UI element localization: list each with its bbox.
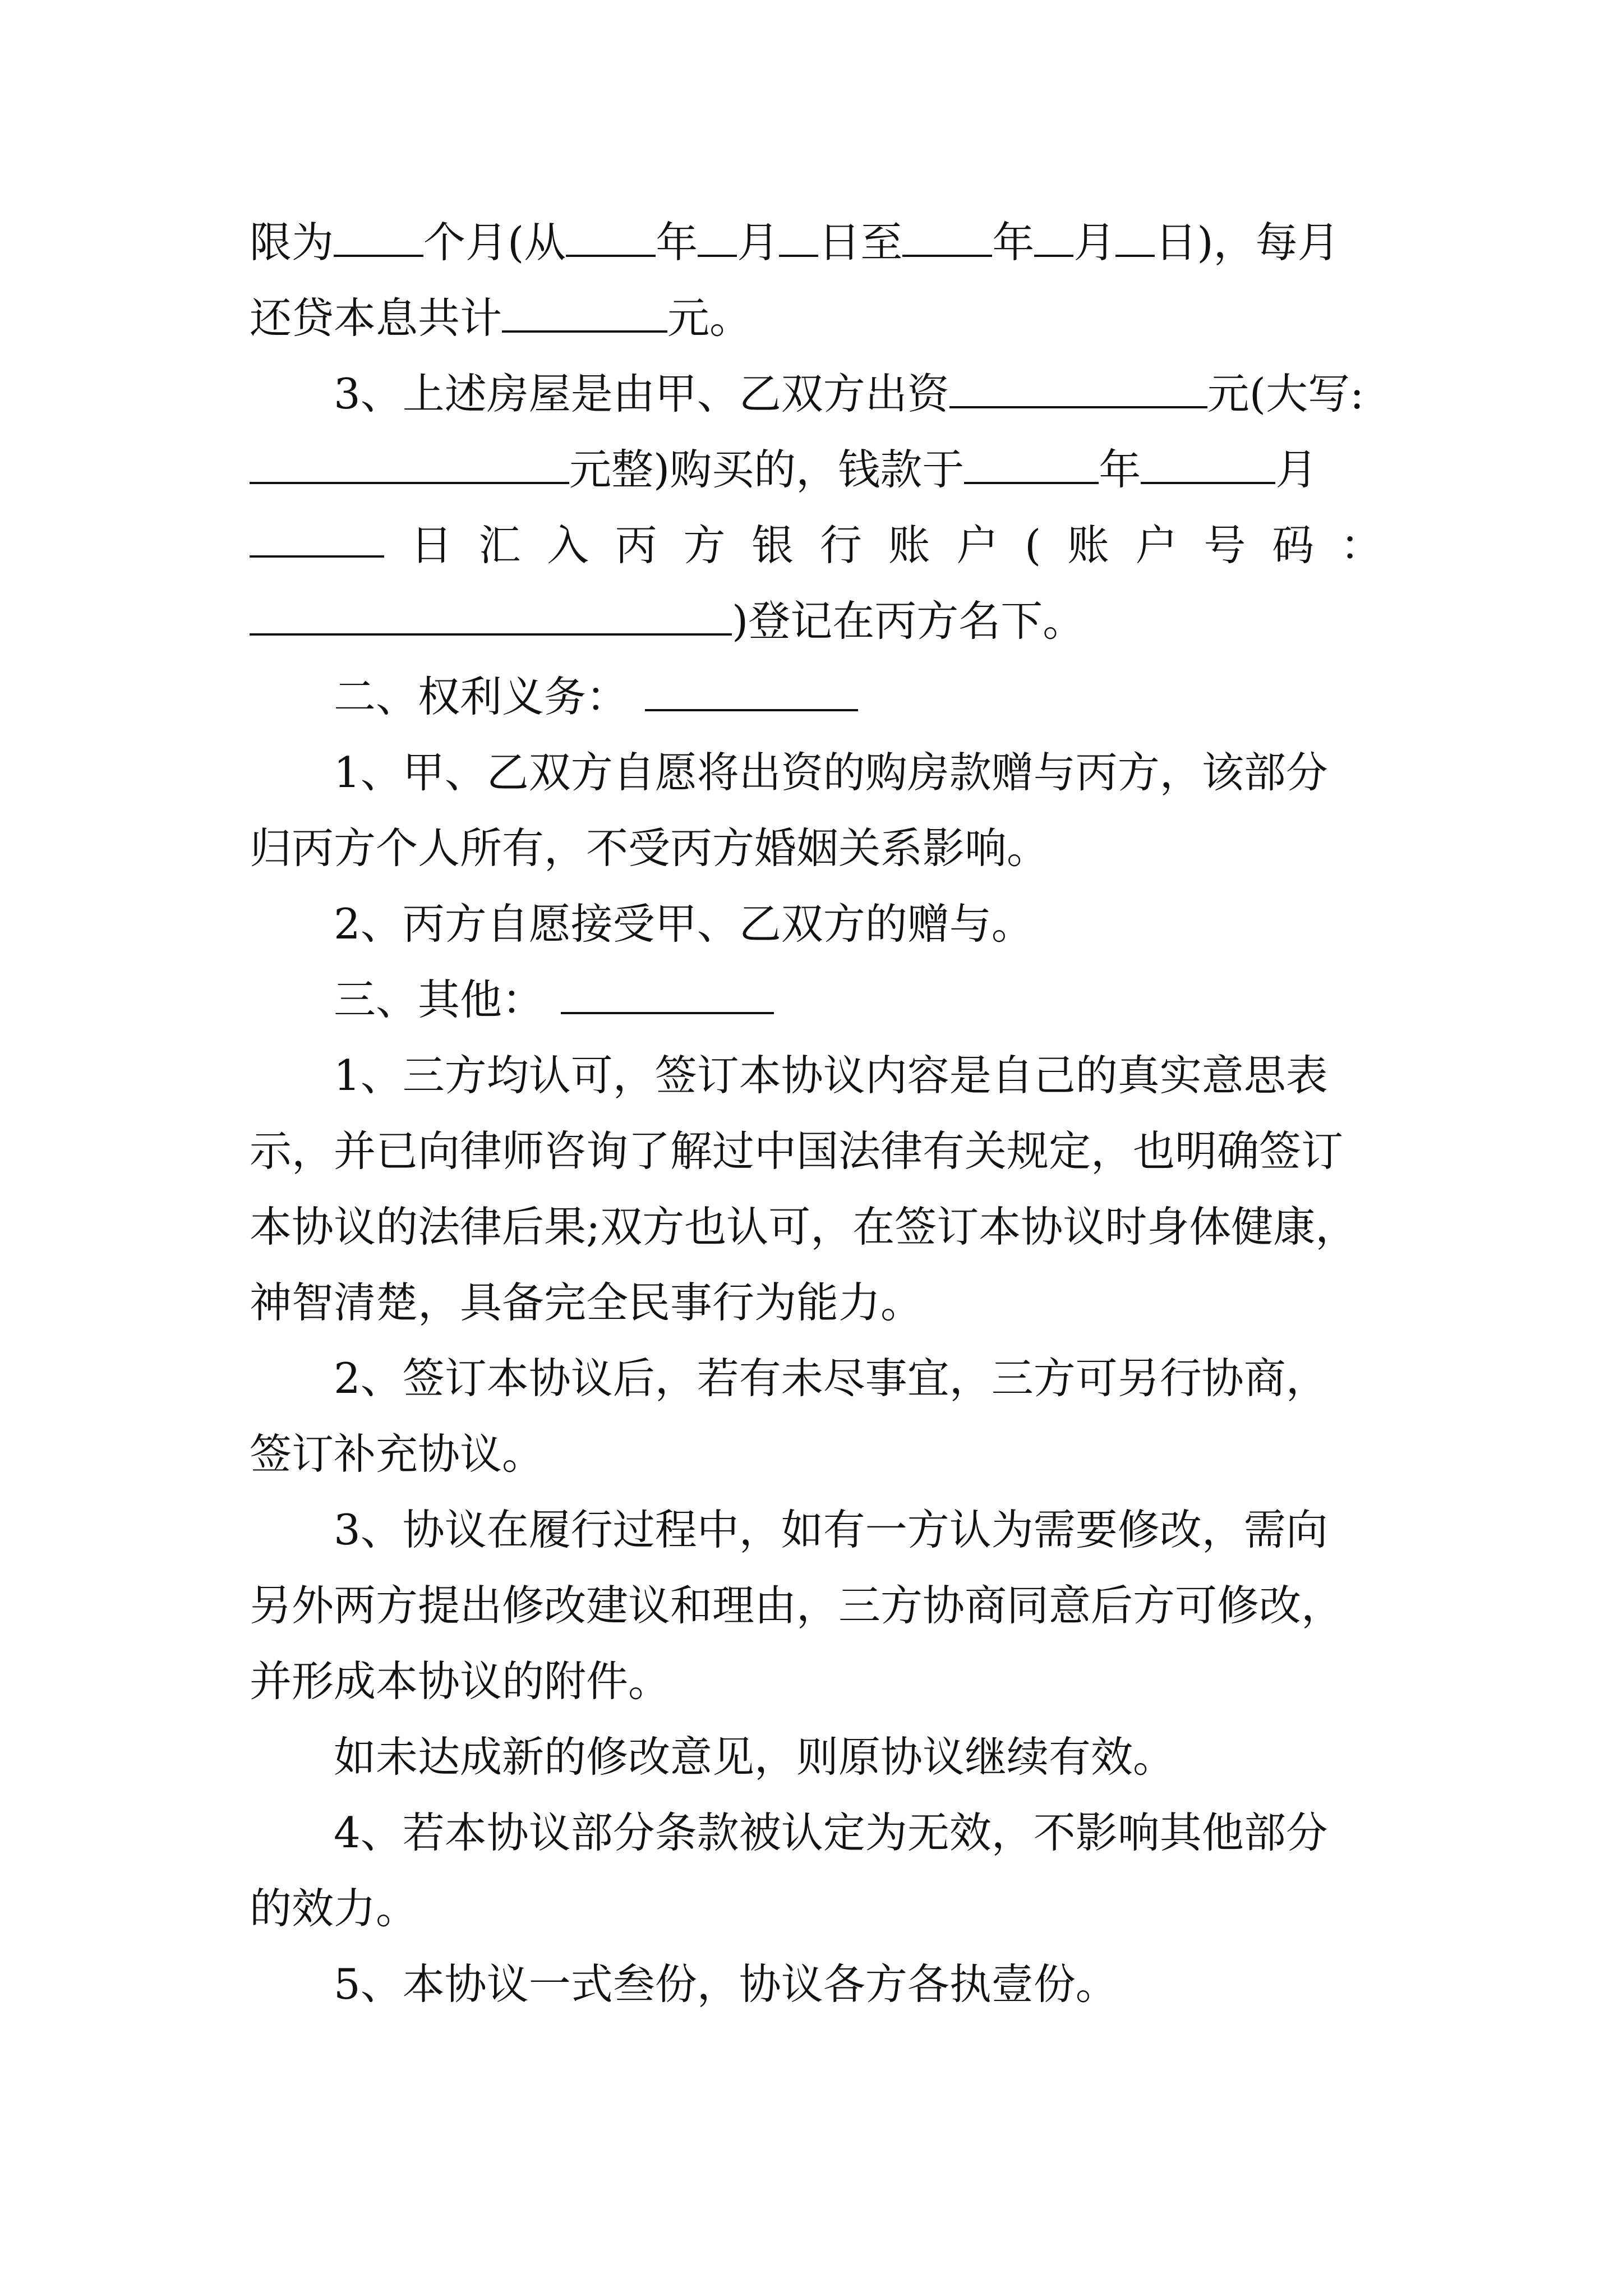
text-segment: 元整)购买的，钱款于 — [569, 445, 965, 494]
blank-field — [334, 217, 423, 257]
char: 方 — [683, 521, 726, 570]
char: 账 — [888, 521, 930, 570]
paragraph-line: 神智清楚，具备完全民事行为能力。 — [250, 1278, 923, 1327]
paragraph-line: 本协议的法律后果;双方也认可，在签订本协议时身体健康， — [250, 1202, 1358, 1251]
text-segment: 年 — [992, 218, 1035, 267]
line-monthly-payment — [250, 290, 751, 346]
blank-field — [561, 974, 774, 1014]
blank-field — [1034, 217, 1073, 257]
char: 入 — [547, 521, 589, 570]
blank-field — [949, 368, 1207, 408]
blank-field — [964, 444, 1099, 484]
line-loan-term — [250, 214, 1340, 270]
text-segment: 年 — [1099, 445, 1141, 494]
paragraph-line: 5、本协议一式叁份，协议各方各执壹份。 — [334, 1959, 1118, 2009]
line-clause-3 — [334, 366, 1364, 422]
text-segment: 限为 — [250, 218, 334, 267]
blank-field — [566, 217, 656, 257]
char: 户 — [956, 521, 999, 570]
char: 银 — [751, 521, 794, 570]
text-segment: 个月(从 — [423, 218, 566, 267]
text-segment: 元(大写: — [1207, 369, 1364, 418]
blank-field — [250, 517, 384, 558]
paragraph-line: 示，并已向律师咨询了解过中国法律有关规定，也明确签订 — [250, 1126, 1344, 1176]
paragraph-line: 3、协议在履行过程中，如有一方认为需要修改，需向 — [334, 1505, 1328, 1554]
char: 汇 — [478, 521, 521, 570]
text-segment: 元。 — [667, 293, 752, 343]
char: 号 — [1204, 521, 1246, 570]
text-segment: 月 — [1073, 218, 1116, 267]
paragraph-line: 的效力。 — [250, 1884, 418, 1933]
paragraph-line: 4、若本协议部分条款被认定为无效，不影响其他部分 — [334, 1808, 1328, 1857]
section-heading-other — [334, 972, 774, 1028]
text-segment: 二、权利义务： — [334, 672, 629, 721]
blank-field — [902, 217, 992, 257]
line-amount-written — [250, 441, 1317, 498]
text-segment: 还贷本息共计 — [250, 293, 502, 343]
char: 账 — [1067, 521, 1109, 570]
paragraph-line: 签订补充协议。 — [250, 1429, 545, 1479]
char: 行 — [819, 521, 862, 570]
section-heading-rights — [334, 669, 858, 725]
char: ( — [1025, 521, 1041, 570]
text-segment: 日至 — [818, 218, 903, 267]
text-segment: 3、上述房屋是由甲、乙双方出资 — [334, 369, 949, 418]
text-segment: 月 — [1275, 445, 1318, 494]
blank-field — [250, 444, 569, 484]
line-registration — [250, 593, 1085, 649]
paragraph-line: 另外两方提出修改建议和理由，三方协商同意后方可修改， — [250, 1581, 1344, 1630]
text-segment: 年 — [656, 218, 698, 267]
paragraph-line: 1、三方均认可，签订本协议内容是自己的真实意思表 — [334, 1051, 1328, 1100]
blank-field — [645, 671, 858, 711]
paragraph-line: 并形成本协议的附件。 — [250, 1657, 671, 1706]
paragraph-line: 1、甲、乙双方自愿将出资的购房款赠与丙方，该部分 — [334, 748, 1328, 797]
paragraph-line: 2、签订本协议后，若有未尽事宜，三方可另行协商， — [334, 1354, 1328, 1403]
blank-field — [1115, 217, 1155, 257]
blank-field — [698, 217, 737, 257]
char: 日 — [410, 521, 453, 570]
paragraph-line: 归丙方个人所有，不受丙方婚姻关系影响。 — [250, 823, 1049, 873]
text-segment: 三、其他： — [334, 975, 545, 1024]
blank-field — [250, 595, 732, 636]
char: 户 — [1135, 521, 1178, 570]
text-segment: 日)，每月 — [1155, 218, 1340, 267]
blank-field — [502, 292, 667, 333]
char: 码 — [1272, 521, 1315, 570]
line-bank-account — [250, 517, 1382, 573]
paragraph-line: 2、丙方自愿接受甲、乙双方的赠与。 — [334, 899, 1034, 949]
char: ： — [1340, 521, 1382, 570]
char: 丙 — [615, 521, 657, 570]
text-segment: 月 — [737, 218, 780, 267]
blank-field — [1141, 444, 1275, 484]
text-segment: )登记在丙方名下。 — [732, 596, 1085, 646]
blank-field — [779, 217, 818, 257]
paragraph-line: 如未达成新的修改意见，则原协议继续有效。 — [334, 1732, 1175, 1782]
